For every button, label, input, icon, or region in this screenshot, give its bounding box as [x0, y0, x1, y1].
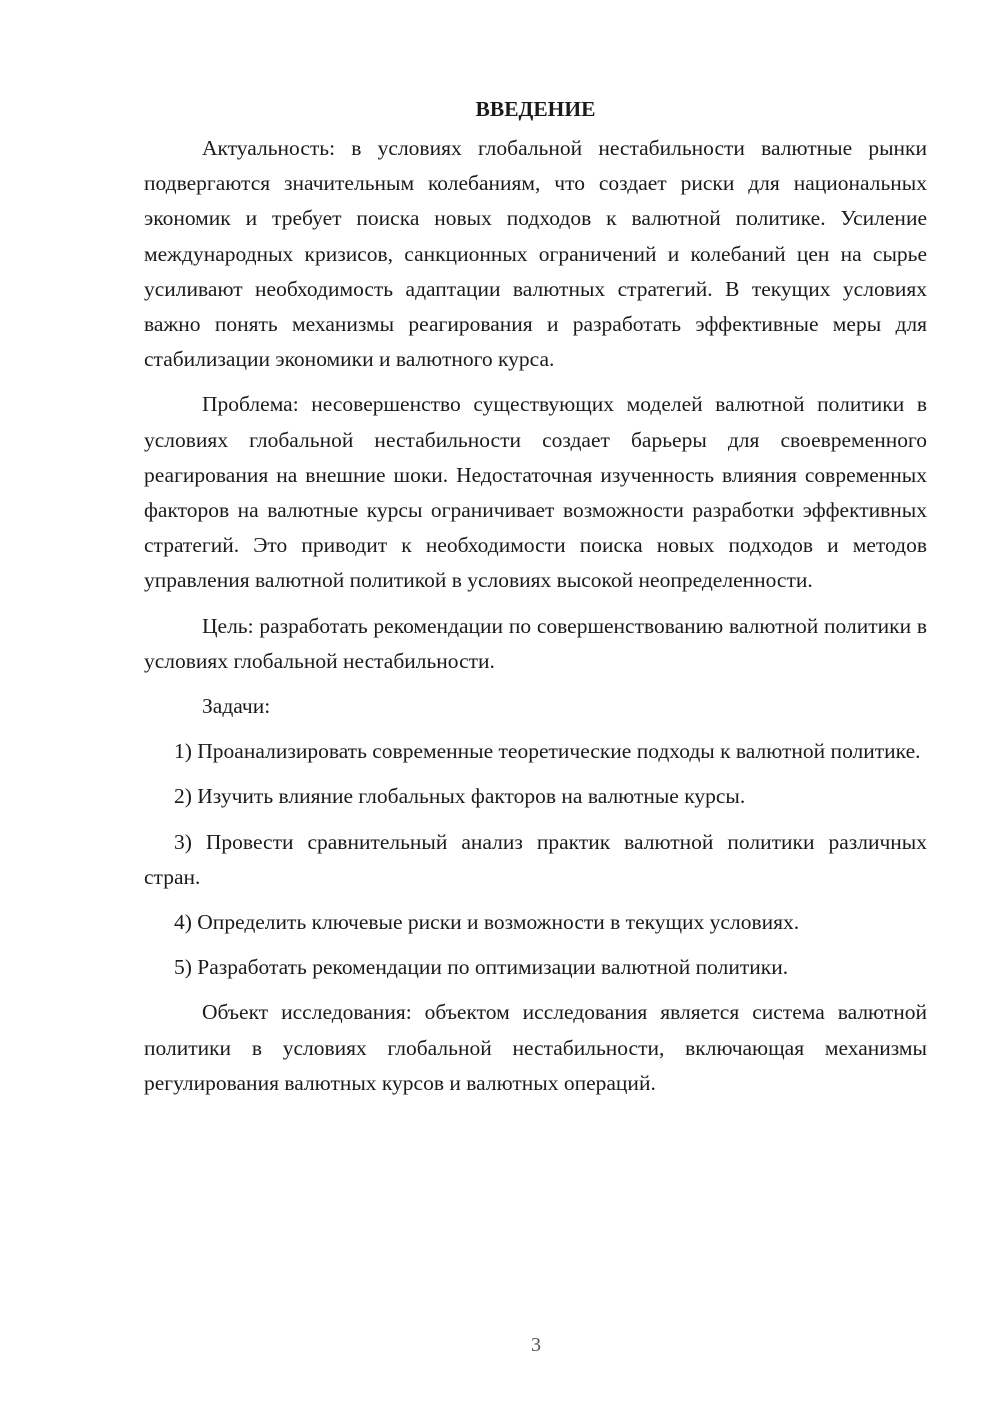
task-item-4: 4) Определить ключевые риски и возможности в текущих условиях.: [174, 910, 800, 935]
document-page: [144, 92, 927, 1111]
page-number: 3: [531, 1334, 541, 1356]
tasks-label: Задачи:: [202, 694, 271, 719]
task-item-3: 3) Провести сравнительный анализ практик валютной политики различных стран.: [144, 829, 927, 889]
problem-paragraph: Проблема: несовершенство существующих моделей валютной политики в условиях глобальной нестабильности создает барьеры для своевременного реагирования на внешние шоки. Недостаточная изученность влияния современных факторов на валютные курсы ограничивает возможности разработки эффективных стратегий. Это приводит к необходимости поиска новых подходов и методов управления валютной политикой в условиях высокой неопределенности.: [144, 392, 927, 593]
task-item-2: 2) Изучить влияние глобальных факторов на валютные курсы.: [174, 784, 746, 809]
relevance-paragraph: Актуальность: в условиях глобальной нестабильности валютные рынки подвергаются значительным колебаниям, что создает риски для национальных экономик и требует поиска новых подходов к валютной политике. Усиление международных кризисов, санкционных ограничений и колебаний цен на сырье усиливают необходимость адаптации валютных стратегий. В текущих условиях важно понять механизмы реагирования и разработать эффективные меры для стабилизации экономики и валютного курса.: [144, 136, 927, 372]
task-item-5: 5) Разработать рекомендации по оптимизации валютной политики.: [174, 955, 789, 980]
object-paragraph: Объект исследования: объектом исследования является система валютной политики в условиях глобальной нестабильности, включающая механизмы регулирования валютных курсов и валютных операций.: [144, 1000, 927, 1095]
goal-paragraph: Цель: разработать рекомендации по совершенствованию валютной политики в условиях глобальной нестабильности.: [144, 613, 927, 673]
section-heading: ВВЕДЕНИЕ: [475, 97, 596, 121]
task-item-1: 1) Проанализировать современные теоретические подходы к валютной политике.: [174, 739, 921, 764]
